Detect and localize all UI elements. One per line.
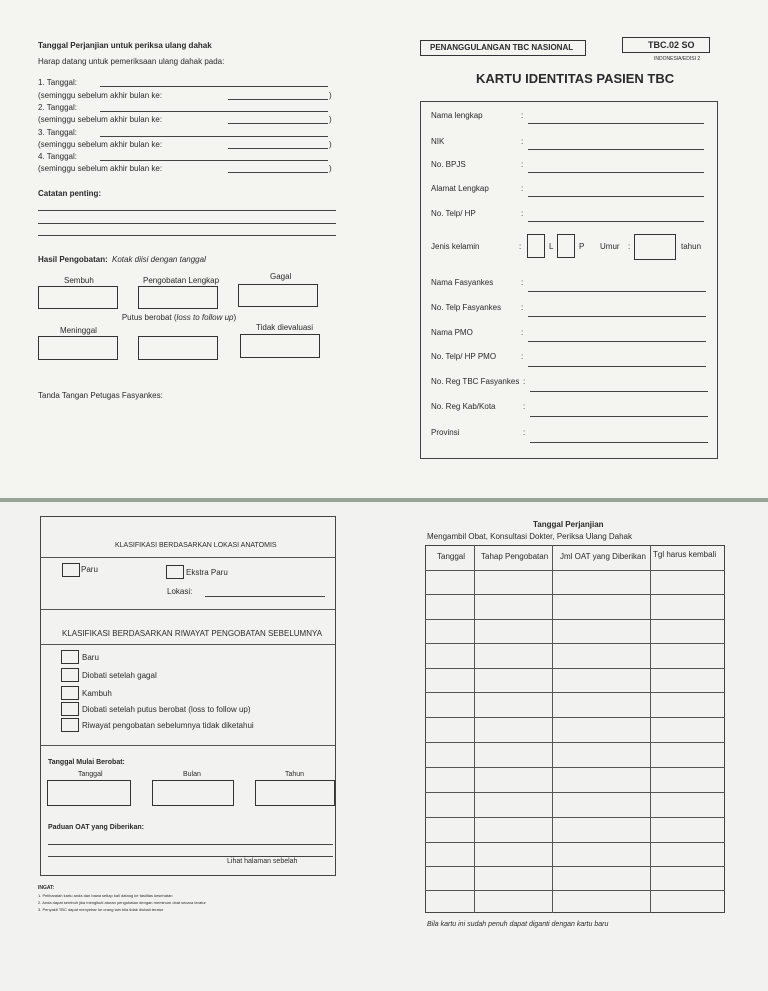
outcome-failed-box[interactable]: [238, 284, 318, 307]
col-phase-header: Tahap Pengobatan: [481, 552, 549, 561]
history-unknown-checkbox[interactable]: [61, 718, 79, 732]
field-reg-facility-label: No. Reg TBC Fasyankes: [431, 377, 520, 386]
col-quantity-header: Jml OAT yang Diberikan: [560, 552, 646, 561]
age-colon: :: [628, 242, 631, 251]
table-row[interactable]: [425, 692, 725, 693]
lokasi-input[interactable]: [205, 596, 325, 597]
outcome-died-box[interactable]: [38, 336, 118, 360]
ekstra-paru-label: Ekstra Paru: [186, 568, 228, 577]
field-province-colon: :: [523, 428, 526, 437]
remember-label: INGAT:: [38, 885, 55, 891]
age-input-box[interactable]: [634, 234, 676, 260]
table-row[interactable]: [425, 817, 725, 818]
table-row[interactable]: [425, 866, 725, 867]
start-divider: [40, 745, 336, 746]
schedule-subtitle: Mengambil Obat, Konsultasi Dokter, Periksa Ulang Dahak: [427, 532, 632, 541]
appointment-4-month-field[interactable]: [228, 172, 328, 173]
appointment-2-close: ): [329, 115, 332, 124]
appointment-1-note: (seminggu sebelum akhir bulan ke:: [38, 91, 163, 100]
table-row[interactable]: [425, 767, 725, 768]
table-row[interactable]: [425, 742, 725, 743]
history-ltfu-checkbox[interactable]: [61, 702, 79, 716]
start-date-label: Tanggal Mulai Berobat:: [48, 759, 125, 766]
bottom-card-sheet: [0, 502, 768, 991]
outcome-complete-label: Pengobatan Lengkap: [143, 276, 220, 285]
field-address-colon: :: [521, 184, 524, 193]
appointment-2-month-field[interactable]: [228, 123, 328, 124]
outcome-complete-box[interactable]: [138, 286, 218, 309]
schedule-footer: Bila kartu ini sudah penuh dapat diganti dengan kartu baru: [427, 921, 609, 928]
appointment-4-note: (seminggu sebelum akhir bulan ke:: [38, 164, 163, 173]
field-reg-facility-colon: :: [523, 377, 526, 386]
field-reg-district-colon: :: [523, 402, 526, 411]
history-after-failure-checkbox[interactable]: [61, 668, 79, 682]
reminder-3: 3. Penyakit TBC dapat menyebar ke orang lain bila tidak diobati teratur: [38, 907, 164, 912]
schedule-table: [425, 545, 725, 913]
field-address-input[interactable]: [528, 196, 704, 197]
field-bpjs-input[interactable]: [528, 172, 704, 173]
gender-female-checkbox[interactable]: [557, 234, 575, 258]
gender-male-label: L: [549, 242, 554, 251]
field-full-name-input[interactable]: [528, 123, 704, 124]
card-title: KARTU IDENTITAS PASIEN TBC: [476, 71, 675, 86]
see-back-note: Lihat halaman sebelah: [227, 858, 298, 865]
appointment-3-label: 3. Tanggal:: [38, 128, 77, 137]
field-reg-facility-input[interactable]: [530, 391, 708, 392]
field-province-label: Provinsi: [431, 428, 460, 437]
field-facility-phone-colon: :: [521, 303, 524, 312]
outcome-not-evaluated-box[interactable]: [240, 334, 320, 358]
field-pmo-name-colon: :: [521, 328, 524, 337]
outcome-not-evaluated-label: Tidak dievaluasi: [256, 323, 314, 332]
field-nik-label: NIK: [431, 137, 445, 146]
program-name: PENANGGULANGAN TBC NASIONAL: [430, 43, 574, 52]
field-full-name-label: Nama lengkap: [431, 111, 483, 120]
form-code: TBC.02 SO: [648, 40, 695, 50]
start-year-box[interactable]: [255, 780, 335, 806]
appointment-3-date-field[interactable]: [100, 136, 328, 137]
history-relapse-label: Kambuh: [82, 689, 112, 698]
table-row[interactable]: [425, 890, 725, 891]
history-title: KLASIFIKASI BERDASARKAN RIWAYAT PENGOBATAN SEBELUMNYA: [62, 629, 323, 638]
age-label: Umur: [600, 242, 620, 251]
appointment-1-close: ): [329, 91, 332, 100]
start-year-label: Tahun: [285, 771, 305, 778]
appointment-subtitle: Harap datang untuk pemeriksaan ulang dahak pada:: [38, 57, 225, 66]
field-phone-input[interactable]: [528, 221, 704, 222]
form-edition: INDONESIA/EDISI 2: [654, 56, 701, 62]
outcome-cured-box[interactable]: [38, 286, 118, 309]
field-nik-colon: :: [521, 137, 524, 146]
col-return-header: Tgl harus kembali: [653, 550, 717, 559]
start-month-box[interactable]: [152, 780, 234, 806]
field-reg-district-input[interactable]: [530, 416, 708, 417]
appointment-4-close: ): [329, 164, 332, 173]
start-day-box[interactable]: [47, 780, 131, 806]
gender-male-checkbox[interactable]: [527, 234, 545, 258]
table-row[interactable]: [425, 792, 725, 793]
appointment-2-date-field[interactable]: [100, 111, 328, 112]
appointment-title: Tanggal Perjanjian untuk periksa ulang dahak: [38, 41, 212, 50]
table-row[interactable]: [425, 668, 725, 669]
gender-label: Jenis kelamin: [431, 242, 480, 251]
history-relapse-checkbox[interactable]: [61, 686, 79, 700]
appointment-1-label: 1. Tanggal:: [38, 78, 77, 87]
history-unknown-label: Riwayat pengobatan sebelumnya tidak diketahui: [82, 721, 254, 730]
anatomic-divider-top: [40, 557, 336, 558]
reminder-1: 1. Peliharalah kartu anda dan bawa setiap kali datang ke fasilitas kesehatan: [38, 893, 173, 898]
regimen-label: Paduan OAT yang Diberikan:: [48, 824, 144, 831]
field-pmo-name-input[interactable]: [528, 341, 706, 342]
appointment-1-month-field[interactable]: [228, 99, 328, 100]
table-row[interactable]: [425, 717, 725, 718]
regimen-line-1[interactable]: [48, 844, 333, 845]
col-divider-3: [650, 545, 651, 913]
appointment-3-month-field[interactable]: [228, 148, 328, 149]
outcome-ltfu-em: loss to follow up: [176, 313, 234, 322]
field-bpjs-label: No. BPJS: [431, 160, 466, 169]
appointment-4-label: 4. Tanggal:: [38, 152, 77, 161]
regimen-line-2[interactable]: [48, 856, 333, 857]
outcome-ltfu-box[interactable]: [138, 336, 218, 360]
field-reg-district-label: No. Reg Kab/Kota: [431, 402, 496, 411]
notes-line-3[interactable]: [38, 235, 336, 236]
gender-colon: :: [519, 242, 522, 251]
history-after-failure-label: Diobati setelah gagal: [82, 671, 157, 680]
table-row[interactable]: [425, 570, 725, 571]
outcome-cured-label: Sembuh: [64, 276, 94, 285]
history-new-checkbox[interactable]: [61, 650, 79, 664]
start-month-label: Bulan: [183, 771, 201, 778]
field-facility-phone-input[interactable]: [528, 316, 706, 317]
notes-label: Catatan penting:: [38, 189, 102, 198]
table-row[interactable]: [425, 594, 725, 595]
notes-line-1[interactable]: [38, 210, 336, 211]
appointment-3-close: ): [329, 140, 332, 149]
outcome-ltfu-suffix: ): [233, 313, 237, 322]
col-date-header: Tanggal: [437, 552, 466, 561]
field-pmo-name-label: Nama PMO: [431, 328, 473, 337]
table-row[interactable]: [425, 619, 725, 620]
field-province-input[interactable]: [530, 442, 708, 443]
schedule-title: Tanggal Perjanjian: [533, 520, 604, 529]
appointment-3-note: (seminggu sebelum akhir bulan ke:: [38, 140, 163, 149]
field-address-label: Alamat Lengkap: [431, 184, 489, 193]
result-label: Hasil Pengobatan:: [38, 255, 108, 264]
outcome-ltfu-label: [120, 313, 238, 323]
result-hint: Kotak diisi dengan tanggal: [112, 255, 206, 264]
history-new-label: Baru: [82, 653, 99, 662]
col-divider-2: [552, 545, 553, 913]
outcome-ltfu-prefix: Putus berobat (: [121, 313, 177, 322]
outcome-failed-label: Gagal: [270, 272, 292, 281]
reminder-2: 2. Anda dapat sembuh jika mengikuti aturan pengobatan dengan meminum obat secara teratur: [38, 900, 206, 905]
appointment-1-date-field[interactable]: [100, 86, 328, 87]
field-phone-label: No. Telp/ HP: [431, 209, 476, 218]
appointment-4-date-field[interactable]: [100, 160, 328, 161]
field-facility-name-colon: :: [521, 278, 524, 287]
paru-label: Paru: [81, 565, 98, 574]
start-day-label: Tanggal: [78, 771, 103, 778]
field-nik-input[interactable]: [528, 149, 704, 150]
field-full-name-colon: :: [521, 111, 524, 120]
field-phone-colon: :: [521, 209, 524, 218]
appointment-2-note: (seminggu sebelum akhir bulan ke:: [38, 115, 163, 124]
field-pmo-phone-label: No. Telp/ HP PMO: [431, 352, 497, 361]
gender-female-label: P: [579, 242, 585, 251]
field-pmo-phone-input[interactable]: [528, 366, 706, 367]
anatomic-title: KLASIFIKASI BERDASARKAN LOKASI ANATOMIS: [115, 542, 277, 549]
field-facility-name-input[interactable]: [528, 291, 706, 292]
paru-checkbox[interactable]: [62, 563, 80, 577]
notes-line-2[interactable]: [38, 223, 336, 224]
anatomic-divider-bottom: [40, 609, 336, 610]
age-unit: tahun: [681, 242, 702, 251]
appointment-2-label: 2. Tanggal:: [38, 103, 77, 112]
col-divider-1: [474, 545, 475, 913]
outcome-died-label: Meninggal: [60, 326, 97, 335]
field-bpjs-colon: :: [521, 160, 524, 169]
table-row[interactable]: [425, 643, 725, 644]
field-pmo-phone-colon: :: [521, 352, 524, 361]
table-row[interactable]: [425, 842, 725, 843]
history-ltfu-label: Diobati setelah putus berobat (loss to follow up): [82, 705, 251, 714]
lokasi-label: Lokasi:: [167, 587, 193, 596]
field-facility-phone-label: No. Telp Fasyankes: [431, 303, 502, 312]
signature-label: Tanda Tangan Petugas Fasyankes:: [38, 391, 163, 400]
history-divider: [40, 644, 336, 645]
field-facility-name-label: Nama Fasyankes: [431, 278, 494, 287]
ekstra-paru-checkbox[interactable]: [166, 565, 184, 579]
